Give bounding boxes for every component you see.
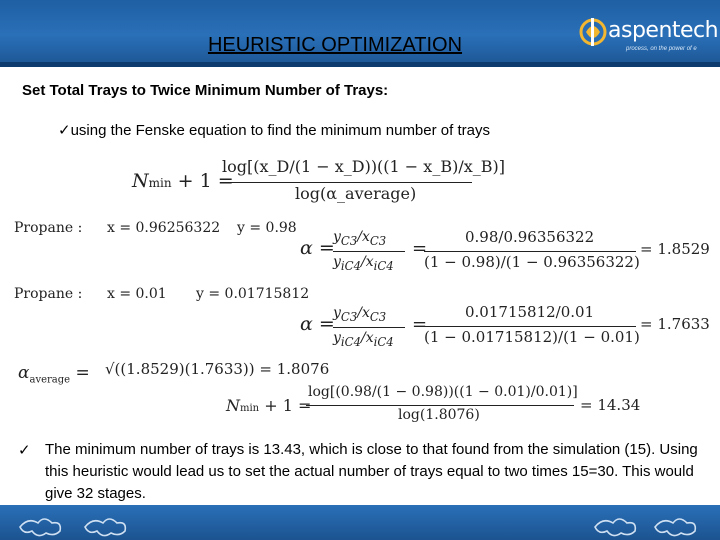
- nmin-result: = 14.34: [580, 396, 641, 414]
- conclusion-text: The minimum number of trays is 13.43, which is close to that found from the simulation (15). Using this heuristic would lead us to set the actual number of trays equal to two times 15=30. This would give 32 stages.: [45, 441, 698, 502]
- check-icon: ✓: [18, 441, 31, 459]
- fenske-lhs: Nmin + 1 =: [132, 170, 234, 192]
- propane-x-1: x = 0.96256322: [107, 220, 221, 236]
- cloud-ornament-icon: [0, 505, 720, 540]
- alpha2-equals: =: [412, 314, 428, 335]
- nmin-lhs: Nmin + 1 =: [226, 396, 312, 415]
- nmin-denominator: log(1.8076): [398, 407, 480, 423]
- logo-tagline: process, on the power of e: [626, 46, 697, 52]
- propane-label-1: Propane :: [14, 220, 83, 236]
- alpha1-numerator: 0.98/0.96356322: [465, 228, 595, 246]
- alpha1-result: = 1.8529: [640, 240, 710, 258]
- alpha-symbol-2: α =: [300, 313, 335, 335]
- fenske-denominator: log(α_average): [295, 184, 417, 203]
- aspentech-logo: [578, 10, 719, 58]
- slide-title: HEURISTIC OPTIMIZATION: [207, 34, 463, 56]
- subtitle: Set Total Trays to Twice Minimum Number of Trays:: [22, 82, 389, 99]
- bullet-fenske-text: using the Fenske equation to find the minimum number of trays: [70, 122, 490, 139]
- alpha1-fraction-bar: [424, 251, 636, 252]
- alpha-average-expression: √((1.8529)(1.7633)) = 1.8076: [105, 360, 330, 378]
- fenske-numerator: log[(x_D/(1 − x_D))((1 − x_B)/x_B)]: [222, 157, 505, 176]
- alpha2-ratio-bar: [333, 327, 405, 328]
- logo-text: aspentech: [608, 18, 719, 43]
- alpha1-y-ratio-num: $y_{C3}/x_{C3}$: [333, 229, 387, 248]
- alpha2-numerator: 0.01715812/0.01: [465, 303, 595, 321]
- alpha1-equals: =: [412, 238, 428, 259]
- alpha2-y-ratio-num: $y_{C3}/x_{C3}$: [333, 305, 387, 324]
- alpha2-fraction-bar: [424, 326, 636, 327]
- nmin-numerator: log[(0.98/(1 − 0.98))((1 − 0.01)/0.01)]: [308, 384, 578, 400]
- propane-label-2: Propane :: [14, 286, 83, 302]
- aspentech-swirl-icon: [578, 14, 608, 54]
- nmin-fraction-bar: [306, 405, 574, 406]
- alpha1-ratio-bar: [333, 251, 405, 252]
- check-icon: ✓: [58, 121, 71, 139]
- alpha-symbol-1: α =: [300, 237, 335, 259]
- alpha2-result: = 1.7633: [640, 315, 710, 333]
- propane-y-1: y = 0.98: [237, 220, 297, 236]
- slide-footer: [0, 505, 720, 540]
- bullet-fenske: [58, 121, 490, 139]
- alpha1-denominator: (1 − 0.98)/(1 − 0.96356322): [424, 253, 640, 271]
- propane-x-2: x = 0.01: [107, 286, 167, 302]
- alpha1-y-ratio-den: $y_{iC4}/x_{iC4}$: [333, 254, 394, 273]
- header-band: [0, 62, 720, 67]
- alpha2-y-ratio-den: $y_{iC4}/x_{iC4}$: [333, 330, 394, 349]
- fenske-fraction-bar: [222, 182, 472, 183]
- conclusion-bullet: [18, 439, 708, 505]
- alpha2-denominator: (1 − 0.01715812)/(1 − 0.01): [424, 328, 640, 346]
- propane-y-2: y = 0.01715812: [196, 286, 310, 302]
- alpha-average-label: $\alpha_{average}$ =: [18, 363, 90, 386]
